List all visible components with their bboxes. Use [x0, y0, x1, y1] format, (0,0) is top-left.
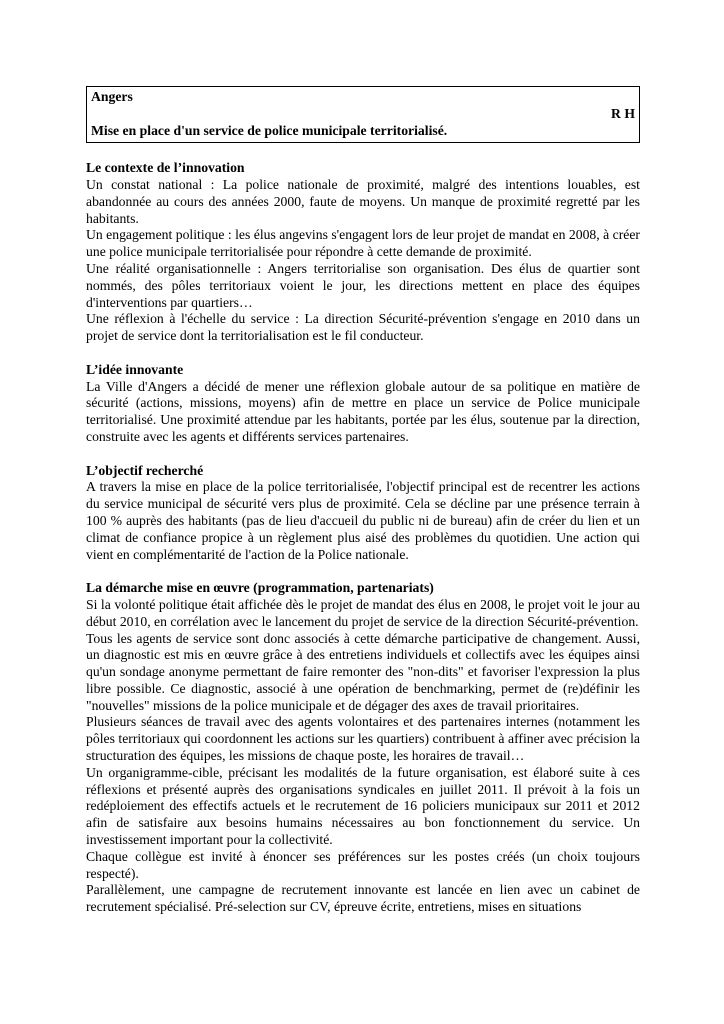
header-box: [86, 86, 640, 143]
section-title: L’idée innovante: [86, 361, 184, 377]
paragraph: A travers la mise en place de la police territorialisée, l'objectif principal est de recentrer les actions du service municipal de sécurité vers plus de proximité. Cela se décline par une présence terrain à 100 % auprès des habitants (pas de lieu d'accueil du public ni de bureau) afin de créer du lien et un climat de confiance propice à un règlement plus aisé des problèmes du quotidien. Une action qui vient en complémentarité de l'action de la Police nationale.: [86, 479, 640, 562]
paragraph: La Ville d'Angers a décidé de mener une réflexion globale autour de sa politique en matière de sécurité (actions, missions, moyens) afin de mettre en place un service de Police municipale territorialisé. Une proximité attendue par les habitants, portée par les élus, soutenue par la direction, construite avec les agents et différents services partenaires.: [86, 378, 640, 444]
paragraph: Un organigramme-cible, précisant les modalités de la future organisation, est élaboré suite à ces réflexions et présenté auprès des organisations syndicales en juillet 2011. Il prévoit à la fois un redéploiement des effectifs actuels et le recrutement de 16 policiers municipaux sur 2011 et 2012 afin de satisfaire aux besoins humains nécessaires au bon fonctionnement du service. Un investissement important pour la collectivité.: [86, 764, 640, 848]
paragraph: Chaque collègue est invité à énoncer ses préférences sur les postes créés (un choix toujours respecté).: [86, 848, 640, 881]
document-page: [86, 86, 640, 916]
paragraph: Parallèlement, une campagne de recrutement innovante est lancée en lien avec un cabinet de recrutement spécialisé. Pré-selection sur CV, épreuve écrite, entretiens, mises en situations: [86, 882, 640, 915]
header-tag: R H: [611, 105, 635, 121]
paragraph: Une réalité organisationnelle : Angers territorialise son organisation. Des élus de quartier sont nommés, des pôles territoriaux voient le jour, les directions mettent en place des équipes d'interventions par quartiers…: [86, 260, 640, 310]
section-context: [86, 160, 640, 345]
paragraph: Un constat national : La police nationale de proximité, malgré des intentions louables, est abandonnée au cours des années 2000, faute de moyens. Un manque de proximité regretté par les habitants.: [86, 176, 640, 226]
paragraph: Tous les agents de service sont donc associés à cette démarche participative de changement. Aussi, un diagnostic est mis en œuvre grâce à des entretiens individuels et collectifs avec les équipes ainsi qu'un sondage anonyme permettant de faire remonter des "non-dits" et favoriser l'expression la plus libre possible. Ce diagnostic, associé à une opération de benchmarking, permet de (re)définir les "nouvelles" missions de la police municipale et de dégager des axes de travail prioritaires.: [86, 630, 640, 713]
section-title: L’objectif recherché: [86, 462, 204, 478]
paragraph: Un engagement politique : les élus angevins s'engagent lors de leur projet de mandat en 2008, à créer une police municipale territorialisée pour répondre à cette demande de proximité.: [86, 227, 640, 260]
paragraph: Plusieurs séances de travail avec des agents volontaires et des partenaires internes (notamment les pôles territoriaux qui coordonnent les actions sur les quartiers) contribuent à affiner avec précision la structuration des équipes, les missions de chaque poste, les horaires de travail…: [86, 714, 640, 764]
header-city: Angers: [91, 89, 133, 104]
section-approach: [86, 580, 640, 916]
section-objective: [86, 463, 640, 564]
section-title: La démarche mise en œuvre (programmation, partenariats): [86, 580, 434, 596]
paragraph: Une réflexion à l'échelle du service : La direction Sécurité-prévention s'engage en 2010 dans un projet de service dont la territorialisation est le fil conducteur.: [86, 311, 640, 344]
paragraph: Si la volonté politique était affichée dès le projet de mandat des élus en 2008, le projet voit le jour au début 2010, en corrélation avec le lancement du projet de service de la direction Sécurité-prévention.: [86, 596, 640, 629]
section-idea: [86, 362, 640, 446]
header-title: Mise en place d'un service de police municipale territorialisé.: [91, 122, 448, 138]
section-title: Le contexte de l’innovation: [86, 160, 245, 176]
